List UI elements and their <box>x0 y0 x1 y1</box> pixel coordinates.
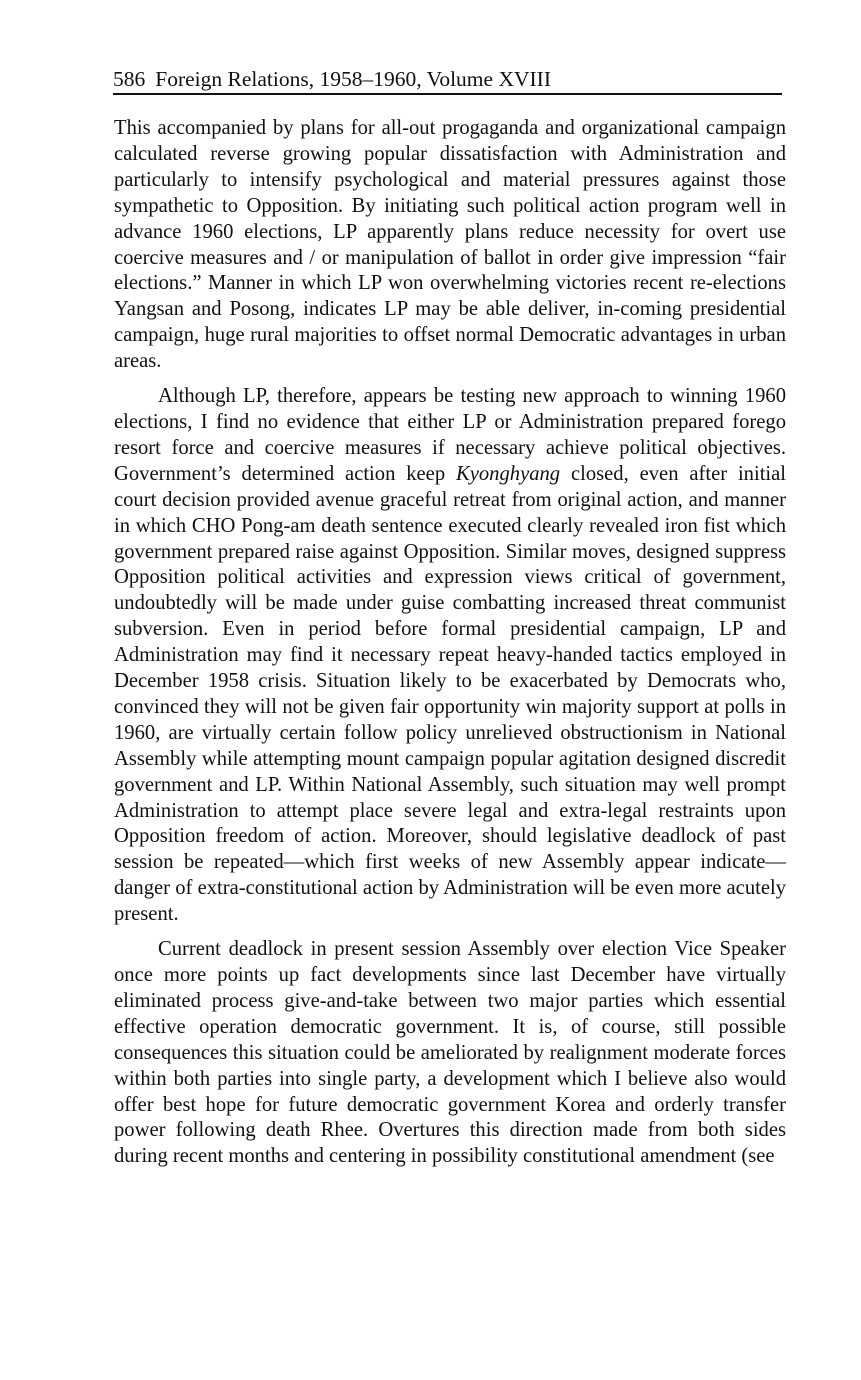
page-number: 586 <box>113 67 146 91</box>
publication-title: Foreign Relations, 1958–1960, Volume XVIII <box>155 67 551 91</box>
body-text <box>114 116 786 1170</box>
running-head <box>113 64 781 94</box>
paragraph-1: This accompanied by plans for all-out progaganda and organizational campaign calculated reverse growing popular dissatisfaction with Administration and particularly to intensify psychological and material pressures against those sympathetic to Opposition. By initiating such political action program well in advance 1960 elections, LP apparently plans reduce necessity for overt use coercive measures and / or manipulation of ballot in order give impression “fair elections.” Manner in which LP won overwhelming victories recent re-elections Yangsan and Posong, indicates LP may be able deliver, in-coming presidential campaign, huge rural majorities to offset normal Democratic advantages in urban areas. <box>114 117 786 373</box>
header-rule <box>113 93 782 95</box>
paragraph-2 <box>114 384 786 928</box>
paragraph-3: Current deadlock in present session Assembly over election Vice Speaker once more points up fact developments since last December have virtually eliminated process give-and-take between two major parties which essential effective operation democratic government. It is, of course, still possible consequences this situation could be ameliorated by realignment moderate forces within both parties into single party, a development which I believe also would offer best hope for future democratic government Korea and orderly transfer power following death Rhee. Overtures this direction made from both sides during recent months and centering in possibility constitutional amendment (see <box>114 938 786 1168</box>
paragraph-2-text-before-italic: Although LP, therefore, appears be testing new approach to winning 1960 elections, I find no evidence that either LP or Administration prepared forego resort force and coercive measures if necessary achieve political objectives. Government’s determined action keep <box>114 385 786 485</box>
paragraph-2-text-after-italic: closed, even after initial court decision provided avenue graceful retreat from original action, and manner in which CHO Pong-am death sentence executed clearly revealed iron fist which government prepared raise against Opposition. Similar moves, designed suppress Opposition political activities and expression views critical of government, undoubtedly will be made under guise combatting increased threat communist subversion. Even in period before formal presidential campaign, LP and Administration may find it necessary repeat heavy-handed tactics employed in December 1958 crisis. Situation likely to be exacerbated by Democrats who, convinced they will not be given fair opportunity win majority support at polls in 1960, are virtually certain follow policy unrelieved obstructionism in National Assembly while attempting mount campaign popular agitation designed discredit government and LP. Within National Assembly, such situation may well prompt Administration to attempt place severe legal and extra-legal restraints upon Opposition freedom of action. Moreover, should legislative deadlock of past session be repeated—which first weeks of new Assembly appear indicate—danger of extra-constitutional action by Administration will be even more acutely present. <box>114 462 786 926</box>
newspaper-name-italic: Kyonghyang <box>456 462 561 485</box>
